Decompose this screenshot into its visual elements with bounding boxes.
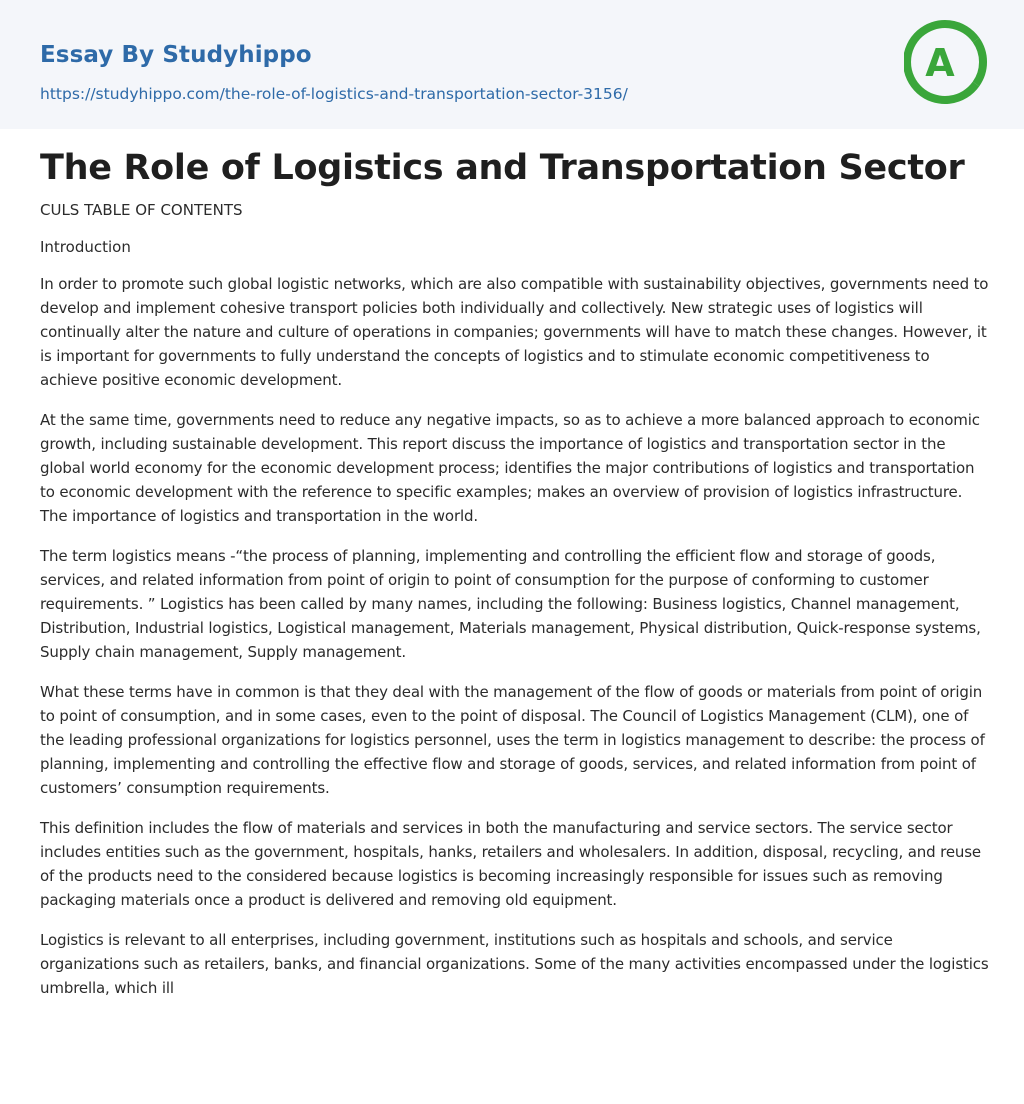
table-of-contents-label: CULS TABLE OF CONTENTS bbox=[40, 201, 243, 219]
essay-paragraph: In order to promote such global logistic networks, which are also compatible with sustainability objectives, governments need to develop and implement cohesive transport policies both individually and collectively. New strategic uses of logistics will continually alter the nature and culture of operations in companies; governments will have to match these changes. However, it is important for governments to fully understand the concepts of logistics and to stimulate economic competitiveness to achieve positive economic development. bbox=[40, 275, 989, 389]
brand-name: Essay By Studyhippo bbox=[40, 42, 312, 68]
introduction-heading: Introduction bbox=[40, 238, 131, 256]
essay-paragraph: Logistics is relevant to all enterprises, including government, institutions such as hospitals and schools, and service organizations such as retailers, banks, and financial organizations. Some of the many activities encompassed under the logistics umbrella, which ill bbox=[40, 931, 989, 997]
essay-paragraph: This definition includes the flow of materials and services in both the manufacturing and service sectors. The service sector includes entities such as the government, hospitals, hanks, retailers and wholesalers. In addition, disposal, recycling, and reuse of the products need to the considered because logistics is becoming increasingly responsible for issues such as removing packaging materials once a product is delivered and removing old equipment. bbox=[40, 819, 982, 909]
essay-content bbox=[40, 145, 990, 1000]
essay-paragraph: The term logistics means -“the process of planning, implementing and controlling the efficient flow and storage of goods, services, and related information from point of origin to point of consumption for the purpose of conforming to customer requirements. ” Logistics has been called by many names, including the following: Business logistics, Channel management, Distribution, Industrial logistics, Logistical management, Materials management, Physical distribution, Quick-response systems, Supply chain management, Supply management. bbox=[40, 547, 981, 661]
logo-letter: A bbox=[925, 41, 955, 85]
essay-url-link[interactable]: https://studyhippo.com/the-role-of-logistics-and-transportation-sector-3156/ bbox=[40, 85, 628, 103]
page-header bbox=[0, 0, 1024, 129]
studyhippo-logo-icon[interactable] bbox=[904, 18, 988, 106]
essay-title: The Role of Logistics and Transportation Sector bbox=[40, 148, 965, 188]
essay-paragraph: What these terms have in common is that they deal with the management of the flow of goods or materials from point of origin to point of consumption, and in some cases, even to the point of disposal. The Council of Logistics Management (CLM), one of the leading professional organizations for logistics personnel, uses the term in logistics management to describe: the process of planning, implementing and controlling the effective flow and storage of goods, services, and related information from point of customers’ consumption requirements. bbox=[40, 683, 985, 797]
essay-paragraph: At the same time, governments need to reduce any negative impacts, so as to achieve a more balanced approach to economic growth, including sustainable development. This report discuss the importance of logistics and transportation sector in the global world economy for the economic development process; identifies the major contributions of logistics and transportation to economic development with the reference to specific examples; makes an overview of provision of logistics infrastructure. The importance of logistics and transportation in the world. bbox=[40, 411, 980, 525]
